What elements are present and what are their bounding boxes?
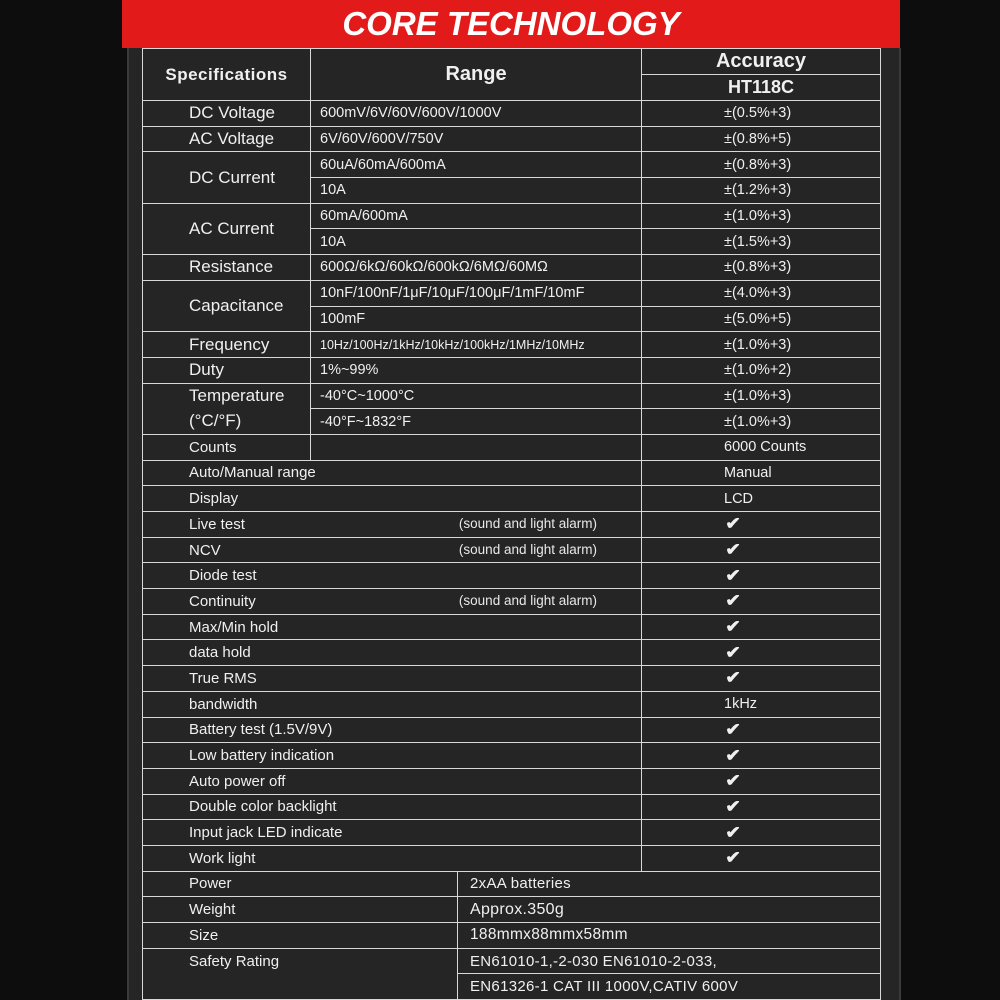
feature-value: Manual [642, 460, 881, 486]
table-row [143, 537, 881, 563]
feature-label: Battery test (1.5V/9V) [143, 717, 642, 743]
table-row [143, 871, 881, 897]
general-label: Power [143, 871, 458, 897]
table-row [143, 126, 881, 152]
range-value: 1%~99% [311, 357, 642, 383]
table-row [143, 640, 881, 666]
accuracy-value: ±(5.0%+5) [642, 306, 881, 332]
accuracy-value: ±(0.8%+3) [642, 152, 881, 178]
table-row [143, 666, 881, 692]
accuracy-value: ±(0.5%+3) [642, 101, 881, 127]
general-label: Safety Rating [143, 948, 458, 974]
feature-note: (sound and light alarm) [458, 515, 597, 531]
range-value: 60mA/600mA [311, 203, 642, 229]
feature-value: 1kHz [642, 691, 881, 717]
check-icon: ✔ [642, 614, 881, 640]
banner-title: CORE TECHNOLOGY [342, 5, 680, 42]
counts-label: Counts [143, 434, 311, 460]
range-value: 10A [311, 178, 642, 204]
check-icon: ✔ [642, 820, 881, 846]
table-row [143, 845, 881, 871]
general-label: Size [143, 923, 458, 949]
accuracy-value: ±(1.0%+3) [642, 203, 881, 229]
feature-label: data hold [143, 640, 642, 666]
table-row [143, 768, 881, 794]
accuracy-value: ±(1.2%+3) [642, 178, 881, 204]
table-row [143, 101, 881, 127]
check-icon: ✔ [642, 589, 881, 615]
accuracy-value: ±(1.0%+2) [642, 357, 881, 383]
feature-label: bandwidth [143, 691, 642, 717]
feature-label: Diode test [143, 563, 642, 589]
general-label [143, 974, 458, 1000]
counts-range-empty [311, 434, 642, 460]
feature-label: Auto/Manual range [143, 460, 642, 486]
check-icon: ✔ [642, 794, 881, 820]
feature-label: Auto power off [143, 768, 642, 794]
table-row [143, 820, 881, 846]
title-banner [122, 0, 900, 48]
general-label: Weight [143, 897, 458, 923]
check-icon: ✔ [642, 845, 881, 871]
range-value: -40°F~1832°F [311, 409, 642, 435]
feature-label: Continuity (sound and light alarm) [143, 589, 642, 615]
general-value: EN61326-1 CAT III 1000V,CATIV 600V [458, 974, 881, 1000]
check-icon: ✔ [642, 537, 881, 563]
table-row [143, 383, 881, 409]
range-value: 100mF [311, 306, 642, 332]
header-model: HT118C [642, 75, 881, 101]
feature-label: Display [143, 486, 642, 512]
measurement-name: DC Current [143, 152, 311, 203]
general-value: Approx.350g [458, 897, 881, 923]
table-row [143, 357, 881, 383]
table-row [143, 409, 881, 435]
range-value: 6V/60V/600V/750V [311, 126, 642, 152]
table-row [143, 434, 881, 460]
feature-label: NCV (sound and light alarm) [143, 537, 642, 563]
table-row [143, 794, 881, 820]
accuracy-value: ±(1.0%+3) [642, 332, 881, 358]
range-value: 10A [311, 229, 642, 255]
feature-label: True RMS [143, 666, 642, 692]
table-row [143, 152, 881, 178]
table-row [143, 255, 881, 281]
table-row [143, 743, 881, 769]
range-value: 600mV/6V/60V/600V/1000V [311, 101, 642, 127]
feature-label: Max/Min hold [143, 614, 642, 640]
range-value: 10nF/100nF/1μF/10μF/100μF/1mF/10mF [311, 280, 642, 306]
accuracy-value: ±(0.8%+5) [642, 126, 881, 152]
general-value: EN61010-1,-2-030 EN61010-2-033, [458, 948, 881, 974]
feature-label: Input jack LED indicate [143, 820, 642, 846]
measurement-name: AC Current [143, 203, 311, 254]
header-accuracy: Accuracy [642, 49, 881, 75]
table-row [143, 280, 881, 306]
measurement-name: Duty [143, 357, 311, 383]
table-row [143, 897, 881, 923]
table-row [143, 460, 881, 486]
accuracy-value: ±(4.0%+3) [642, 280, 881, 306]
table-row [143, 614, 881, 640]
table-row [143, 563, 881, 589]
range-value: 10Hz/100Hz/1kHz/10kHz/100kHz/1MHz/10MHz [311, 332, 642, 358]
spec-table [142, 48, 881, 1000]
feature-label: Work light [143, 845, 642, 871]
table-row [143, 203, 881, 229]
accuracy-value: ±(1.5%+3) [642, 229, 881, 255]
feature-note: (sound and light alarm) [458, 541, 597, 557]
feature-label: Low battery indication [143, 743, 642, 769]
check-icon: ✔ [642, 717, 881, 743]
measurement-name: AC Voltage [143, 126, 311, 152]
header-range: Range [311, 49, 642, 101]
table-row [143, 486, 881, 512]
check-icon: ✔ [642, 743, 881, 769]
feature-label: Double color backlight [143, 794, 642, 820]
accuracy-value: ±(0.8%+3) [642, 255, 881, 281]
table-row [143, 923, 881, 949]
accuracy-value: ±(1.0%+3) [642, 409, 881, 435]
counts-value: 6000 Counts [642, 434, 881, 460]
table-row [143, 512, 881, 538]
range-value: 600Ω/6kΩ/60kΩ/600kΩ/6MΩ/60MΩ [311, 255, 642, 281]
table-row [143, 691, 881, 717]
feature-note: (sound and light alarm) [458, 592, 597, 608]
measurement-unit: (°C/°F) [143, 409, 311, 435]
table-row [143, 948, 881, 974]
table-row [143, 974, 881, 1000]
header-specifications: Specifications [143, 49, 311, 101]
check-icon: ✔ [642, 563, 881, 589]
check-icon: ✔ [642, 640, 881, 666]
general-value: 188mmx88mmx58mm [458, 923, 881, 949]
measurement-name: Resistance [143, 255, 311, 281]
feature-value: LCD [642, 486, 881, 512]
header-row [143, 49, 881, 75]
check-icon: ✔ [642, 768, 881, 794]
measurement-name: Temperature [143, 383, 311, 409]
check-icon: ✔ [642, 666, 881, 692]
feature-label: Live test (sound and light alarm) [143, 512, 642, 538]
table-row [143, 717, 881, 743]
measurement-name: Capacitance [143, 280, 311, 331]
table-row [143, 332, 881, 358]
range-value: 60uA/60mA/600mA [311, 152, 642, 178]
general-value: 2xAA batteries [458, 871, 881, 897]
measurement-name: Frequency [143, 332, 311, 358]
check-icon: ✔ [642, 512, 881, 538]
table-row [143, 589, 881, 615]
measurement-name: DC Voltage [143, 101, 311, 127]
range-value: -40°C~1000°C [311, 383, 642, 409]
accuracy-value: ±(1.0%+3) [642, 383, 881, 409]
